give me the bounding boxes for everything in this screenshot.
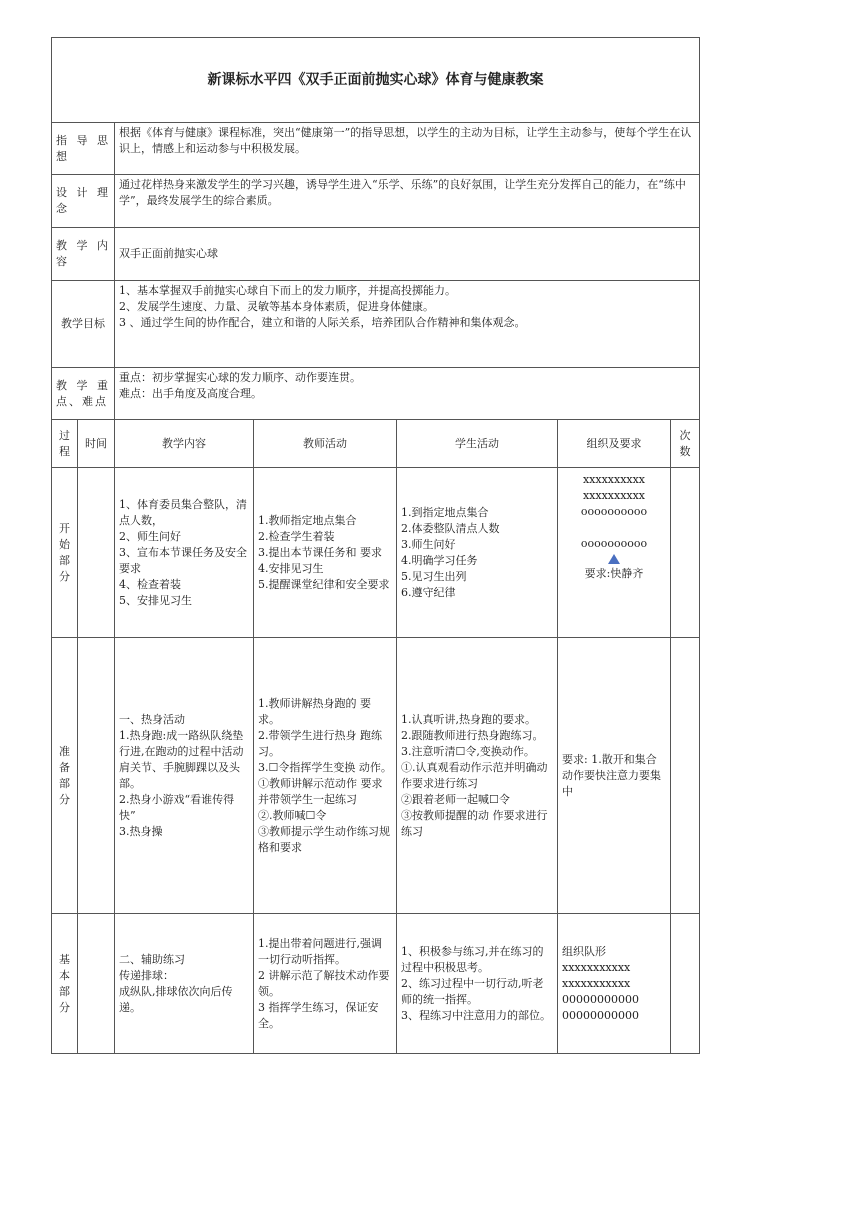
content-cell	[115, 914, 254, 1054]
student-cell	[397, 638, 558, 914]
teacher-cell	[254, 468, 397, 638]
content-line: 二、辅助练习	[119, 952, 185, 966]
content-line: 5、安排见习生	[119, 593, 192, 607]
student-line: ③按教师提醒的动 作要求进行练习	[401, 808, 548, 838]
header-process: 过程	[52, 420, 78, 468]
goal-line: 1、基本掌握双手前抛实心球自下而上的发力顺序，并提高投掷能力。	[119, 284, 456, 297]
student-line: 4.明确学习任务	[401, 553, 478, 567]
teacher-cell	[254, 914, 397, 1054]
time-cell	[78, 468, 115, 638]
student-line: 1.认真听讲,热身跑的要求。	[401, 712, 536, 726]
content-line: 3、宣布本节课任务及安全要求	[119, 545, 247, 575]
teacher-line: 2.带领学生进行热身 跑练习。	[258, 728, 382, 758]
student-line: 1、积极参与练习,并在练习的过程中积极思考。	[401, 944, 544, 974]
content-line: 传递排球：	[119, 968, 174, 982]
student-line: 2、练习过程中一切行动,听老师的统一指挥。	[401, 976, 544, 1006]
teacher-line: ②.教师喊☐令	[258, 808, 327, 822]
count-cell	[671, 468, 700, 638]
guide-label: 指 导 思想	[52, 123, 115, 175]
header-time: 时间	[78, 420, 115, 468]
count-cell	[671, 638, 700, 914]
goal-line: 2、发展学生速度、力量、灵敏等基本身体素质，促进身体健康。	[119, 300, 434, 313]
header-content: 教学内容	[115, 420, 254, 468]
student-line: 3、程练习中注意用力的部位。	[401, 1008, 551, 1022]
goals-row	[52, 281, 700, 368]
teacher-line: 2 讲解示范了解技术动作要领。	[258, 968, 390, 998]
org-line: 组织队形	[562, 944, 606, 958]
formation-row: oooooooooo	[580, 537, 648, 550]
content-line: 一、热身活动	[119, 712, 185, 726]
teacher-line: 3.☐令指挥学生变换 动作。	[258, 760, 392, 774]
content-line: 4、检查着装	[119, 577, 181, 591]
header-teacher: 教师活动	[254, 420, 397, 468]
student-cell	[397, 468, 558, 638]
teacher-line: 2.检查学生着装	[258, 529, 335, 543]
student-line: 6.遵守纪律	[401, 585, 456, 599]
header-org: 组织及要求	[558, 420, 671, 468]
org-line: 要求: 1.散开和集合动作要快注意力要集中	[562, 752, 661, 798]
section-prep-row	[52, 638, 700, 914]
key-line: 重点：初步掌握实心球的发力顺序、动作要连贯。	[119, 371, 361, 384]
time-cell	[78, 914, 115, 1054]
student-cell	[397, 914, 558, 1054]
teacher-line: ③教师提示学生动作练习规格和要求	[258, 824, 390, 854]
teacher-cell	[254, 638, 397, 914]
formation-row: oooooooooo	[580, 505, 648, 518]
teacher-line: 5.提醒课堂纪律和安全要求	[258, 577, 390, 591]
key-label: 教 学 重点、难点	[52, 368, 115, 420]
content-cell	[115, 468, 254, 638]
content-line: 2.热身小游戏“看谁传得快”	[119, 792, 235, 822]
section-basic-row	[52, 914, 700, 1054]
goals-text	[115, 281, 700, 368]
content-line: 成纵队,排球依次向后传递。	[119, 984, 233, 1014]
content-line: 2、师生问好	[119, 529, 181, 543]
key-text	[115, 368, 700, 420]
student-line: ①.认真观看动作示范并明确动作要求进行练习	[401, 760, 548, 790]
section-start-row	[52, 468, 700, 638]
teacher-line: 1.提出带着问题进行,强调一切行动听指挥。	[258, 936, 382, 966]
content-cell	[115, 638, 254, 914]
content-row	[52, 228, 700, 281]
teacher-line: 3.提出本节课任务和 要求	[258, 545, 382, 559]
count-cell	[671, 914, 700, 1054]
header-count: 次数	[671, 420, 700, 468]
key-row	[52, 368, 700, 420]
student-line: 5.见习生出列	[401, 569, 467, 583]
goal-line: 3 、通过学生间的协作配合，建立和谐的人际关系，培养团队合作精神和集体观念。	[119, 316, 526, 329]
time-cell	[78, 638, 115, 914]
design-row	[52, 175, 700, 228]
formation-row: 00000000000	[562, 992, 639, 1006]
goals-label: 教学目标	[52, 281, 115, 368]
student-line: 1.到指定地点集合	[401, 505, 489, 519]
teacher-line: 4.安排见习生	[258, 561, 324, 575]
content-line: 1、体育委员集合整队，清点人数，	[119, 497, 247, 527]
org-cell	[558, 914, 671, 1054]
content-line: 1.热身跑:成一路纵队绕垫行进,在跑动的过程中活动肩关节、手腕脚踝以及头部。	[119, 728, 244, 790]
title-row	[52, 38, 700, 123]
formation-row: xxxxxxxxxx	[582, 489, 646, 502]
teacher-triangle-icon	[608, 554, 620, 564]
org-cell	[558, 468, 671, 638]
formation-row	[562, 520, 666, 536]
formation-row: xxxxxxxxxx	[582, 473, 646, 486]
teacher-line: 1.教师讲解热身跑的 要求。	[258, 696, 371, 726]
student-line: 3.师生问好	[401, 537, 456, 551]
formation-row: xxxxxxxxxxx	[562, 976, 631, 990]
formation-row: 00000000000	[562, 1008, 639, 1022]
org-note: 要求:快静齐	[584, 567, 644, 580]
student-line: ②跟着老师一起喊☐令	[401, 792, 510, 806]
key-line: 难点：出手角度及高度合理。	[119, 387, 262, 400]
phase-label: 基本部分	[52, 914, 78, 1054]
teacher-line: 3 指挥学生练习，保证安全。	[258, 1000, 379, 1030]
header-student: 学生活动	[397, 420, 558, 468]
phase-label: 准备部分	[52, 638, 78, 914]
content-label: 教 学 内容	[52, 228, 115, 281]
design-text: 通过花样热身来激发学生的学习兴趣，诱导学生进入“乐学、乐练”的良好氛围，让学生充分发挥自己的能力，在“练中学”，最终发展学生的综合素质。	[115, 175, 700, 228]
phase-label: 开始部分	[52, 468, 78, 638]
teacher-line: 1.教师指定地点集合	[258, 513, 357, 527]
content-text: 双手正面前抛实心球	[115, 228, 700, 281]
guide-text: 根据《体育与健康》课程标准，突出“健康第一”的指导思想，以学生的主动为目标，让学生主动参与，使每个学生在认识上，情感上和运动参与中积极发展。	[115, 123, 700, 175]
teacher-line: ①教师讲解示范动作 要求并带领学生一起练习	[258, 776, 383, 806]
content-line: 3.热身操	[119, 824, 163, 838]
org-cell	[558, 638, 671, 914]
header-row	[52, 420, 700, 468]
document-title: 新课标水平四《双手正面前抛实心球》体育与健康教案	[52, 38, 700, 123]
student-line: 2.体委整队清点人数	[401, 521, 500, 535]
lesson-plan-table	[51, 37, 700, 1054]
design-label: 设 计 理念	[52, 175, 115, 228]
formation-row: xxxxxxxxxxx	[562, 960, 631, 974]
student-line: 3.注意听清☐令,变换动作。	[401, 744, 535, 758]
guide-row	[52, 123, 700, 175]
student-line: 2.跟随教师进行热身跑练习。	[401, 728, 544, 742]
